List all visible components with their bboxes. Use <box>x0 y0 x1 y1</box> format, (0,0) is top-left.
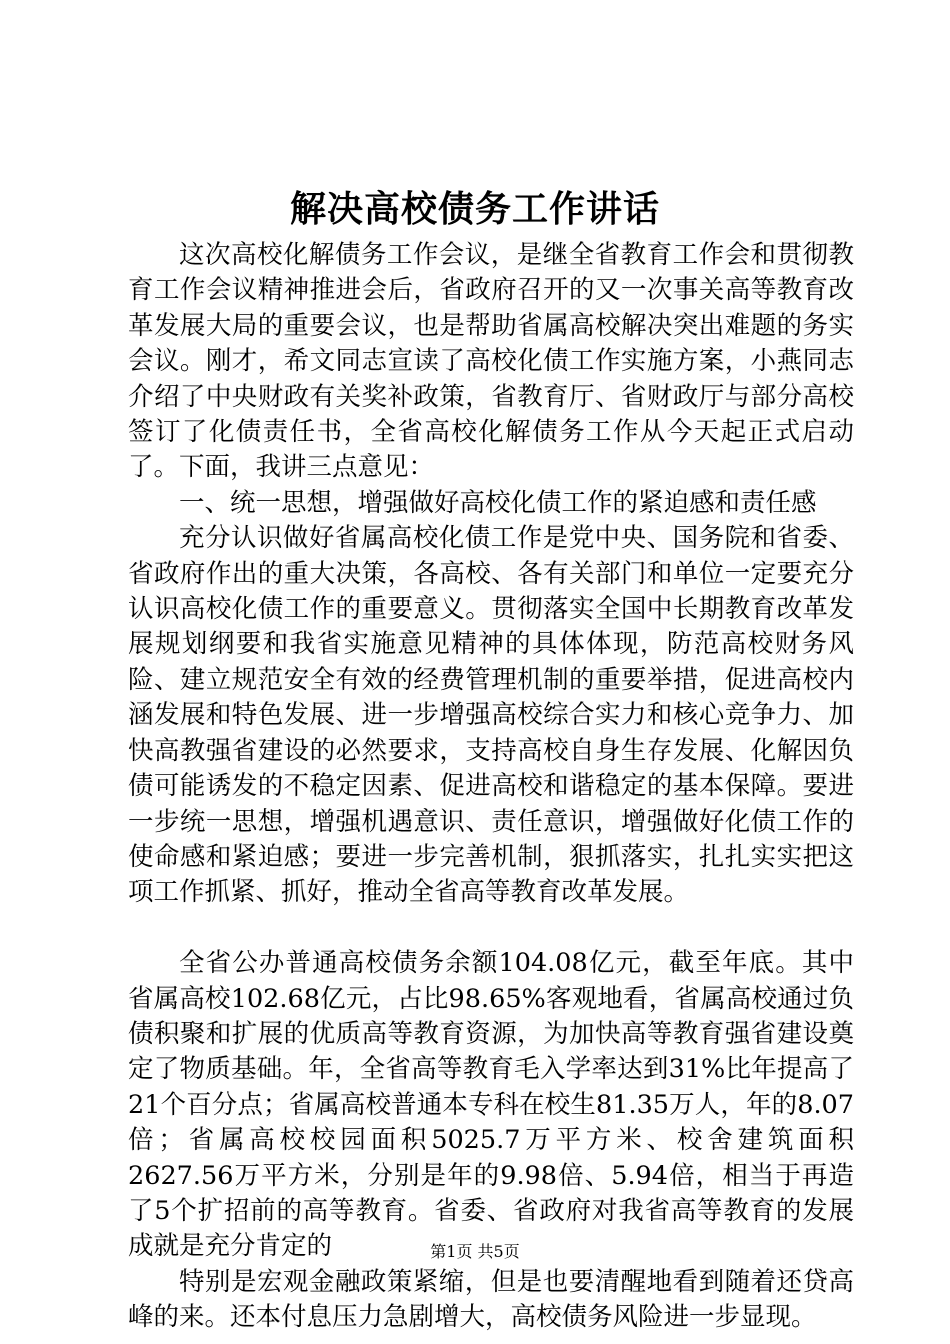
paragraph-risk: 特别是宏观金融政策紧缩，但是也要清醒地看到随着还贷高峰的来。还本付息压力急剧增大，高校债务风险进一步显现。 <box>128 1266 854 1333</box>
page-footer: 第1页 共5页 <box>430 1242 520 1261</box>
section-heading-1: 一、统一思想，增强做好高校化债工作的紧迫感和责任感 <box>179 487 817 518</box>
paragraph-debt-status: 全省公办普通高校债务余额104.08亿元，截至年底。其中省属高校102.68亿元，占比98.65%客观地看，省属高校通过负债积聚和扩展的优质高等教育资源，为加快高等教育强省建设奠定了物质基础。年，全省高等教育毛入学率达到31%比年提高了21个百分点；省属高校普通本专科在校生81.35万人，年的8.07倍；省属高校校园面积5025.7万平方米、校舍建筑面积2627.56万平方米，分别是年的9.98倍、5.94倍，相当于再造了5个扩招前的高等教育。省委、省政府对我省高等教育的发展成就是充分肯定的 <box>128 948 854 1262</box>
paragraph-significance: 充分认识做好省属高校化债工作是党中央、国务院和省委、省政府作出的重大决策，各高校、各有关部门和单位一定要充分认识高校化债工作的重要意义。贯彻落实全国中长期教育改革发展规划纲要和我省实施意见精神的具体体现，防范高校财务风险、建立规范安全有效的经费管理机制的重要举措，促进高校内涵发展和特色发展、进一步增强高校综合实力和核心竞争力、加快高教强省建设的必然要求，支持高校自身生存发展、化解因负债可能诱发的不稳定因素、促进高校和谐稳定的基本保障。要进一步统一思想，增强机遇意识、责任意识，增强做好化债工作的使命感和紧迫感；要进一步完善机制，狠抓落实，扎扎实实把这项工作抓紧、抓好，推动全省高等教育改革发展。 <box>128 523 854 908</box>
document-body <box>128 238 854 1336</box>
paragraph-intro: 这次高校化解债务工作会议，是继全省教育工作会和贯彻教育工作会议精神推进会后，省政府召开的又一次事关高等教育改革发展大局的重要会议，也是帮助省属高校解决突出难题的务实会议。刚才，希文同志宣读了高校化债工作实施方案，小燕同志介绍了中央财政有关奖补政策，省教育厅、省财政厅与部分高校签订了化债责任书，全省高校化解债务工作从今天起正式启动了。下面，我讲三点意见： <box>128 240 854 483</box>
document-title: 解决高校债务工作讲话 <box>289 188 660 230</box>
paragraph-spacer <box>128 911 854 946</box>
